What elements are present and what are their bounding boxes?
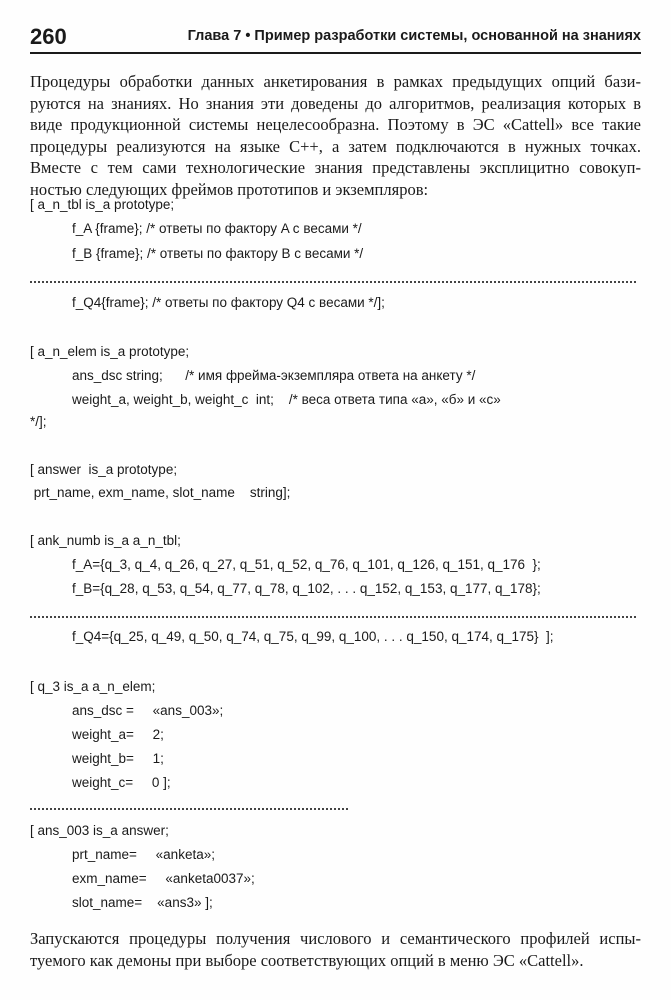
dotted-separator — [30, 281, 636, 283]
text-line: процедуры реализуются на языке C++, а затем подключаются в нужных точках. — [30, 136, 641, 156]
text-line: Процедуры обработки данных анкетирования в рамках предыдущих опций бази- — [30, 72, 641, 91]
code-line: f_B {frame}; /* ответы по фактору B с весами */ — [72, 246, 364, 261]
code-line: weight_c= 0 ]; — [72, 775, 171, 790]
intro-paragraph — [30, 71, 641, 200]
code-line: ans_dsc string; /* имя фрейма-экземпляра ответа на анкету */ — [72, 368, 476, 383]
code-line: weight_a, weight_b, weight_c int; /* веса ответа типа «a», «б» и «c» — [72, 392, 501, 407]
text-line: Вместе с тем сами технологические знания представлены эксплицитно совокуп- — [30, 158, 641, 177]
text-line: ностью следующих фреймов прототипов и экземпляров: — [30, 179, 429, 199]
code-line: f_Q4={q_25, q_49, q_50, q_74, q_75, q_99, q_100, . . . q_150, q_174, q_175} ]; — [72, 629, 554, 644]
text-line: виде продукционной системы нецелесообразна. Поэтому в ЭС «Cattell» все такие — [30, 115, 641, 134]
code-line: slot_name= «ans3» ]; — [72, 895, 213, 910]
code-line: [ a_n_elem is_a prototype; — [30, 344, 190, 359]
text-line: туемого как демоны при выборе соответствующих опций в меню ЭС «Cattell». — [30, 950, 584, 970]
code-line: f_B={q_28, q_53, q_54, q_77, q_78, q_102, . . . q_152, q_153, q_177, q_178}; — [72, 581, 541, 596]
code-line: f_A={q_3, q_4, q_26, q_27, q_51, q_52, q_76, q_101, q_126, q_151, q_176 }; — [72, 557, 541, 572]
code-line: */]; — [30, 414, 47, 429]
page-number: 260 — [30, 24, 67, 49]
code-line: exm_name= «anketa0037»; — [72, 871, 255, 886]
dotted-separator — [30, 616, 636, 618]
code-line: [ answer is_a prototype; — [30, 462, 178, 477]
text-line: Запускаются процедуры получения числового и семантического профилей испы- — [30, 929, 641, 948]
code-line: f_Q4{frame}; /* ответы по фактору Q4 с весами */]; — [72, 295, 385, 310]
text-line: руются на знаниях. Но знания эти доведены до алгоритмов, реализация которых в — [30, 93, 641, 113]
code-line: weight_a= 2; — [72, 727, 164, 742]
code-line: prt_name, exm_name, slot_name string]; — [30, 485, 291, 500]
code-line: weight_b= 1; — [72, 751, 164, 766]
code-line: ans_dsc = «ans_003»; — [72, 703, 224, 718]
code-line: [ a_n_tbl is_a prototype; — [30, 197, 175, 212]
code-line: [ ank_numb is_a a_n_tbl; — [30, 533, 181, 548]
code-line: f_A {frame}; /* ответы по фактору A с весами */ — [72, 221, 362, 236]
running-head: Глава 7 • Пример разработки системы, основанной на знаниях — [187, 28, 641, 44]
dotted-separator — [30, 808, 348, 810]
code-line: prt_name= «anketa»; — [72, 847, 215, 862]
page-header — [30, 24, 641, 54]
code-line: [ ans_003 is_a answer; — [30, 823, 169, 838]
outro-paragraph — [30, 928, 641, 971]
code-line: [ q_3 is_a a_n_elem; — [30, 679, 156, 694]
